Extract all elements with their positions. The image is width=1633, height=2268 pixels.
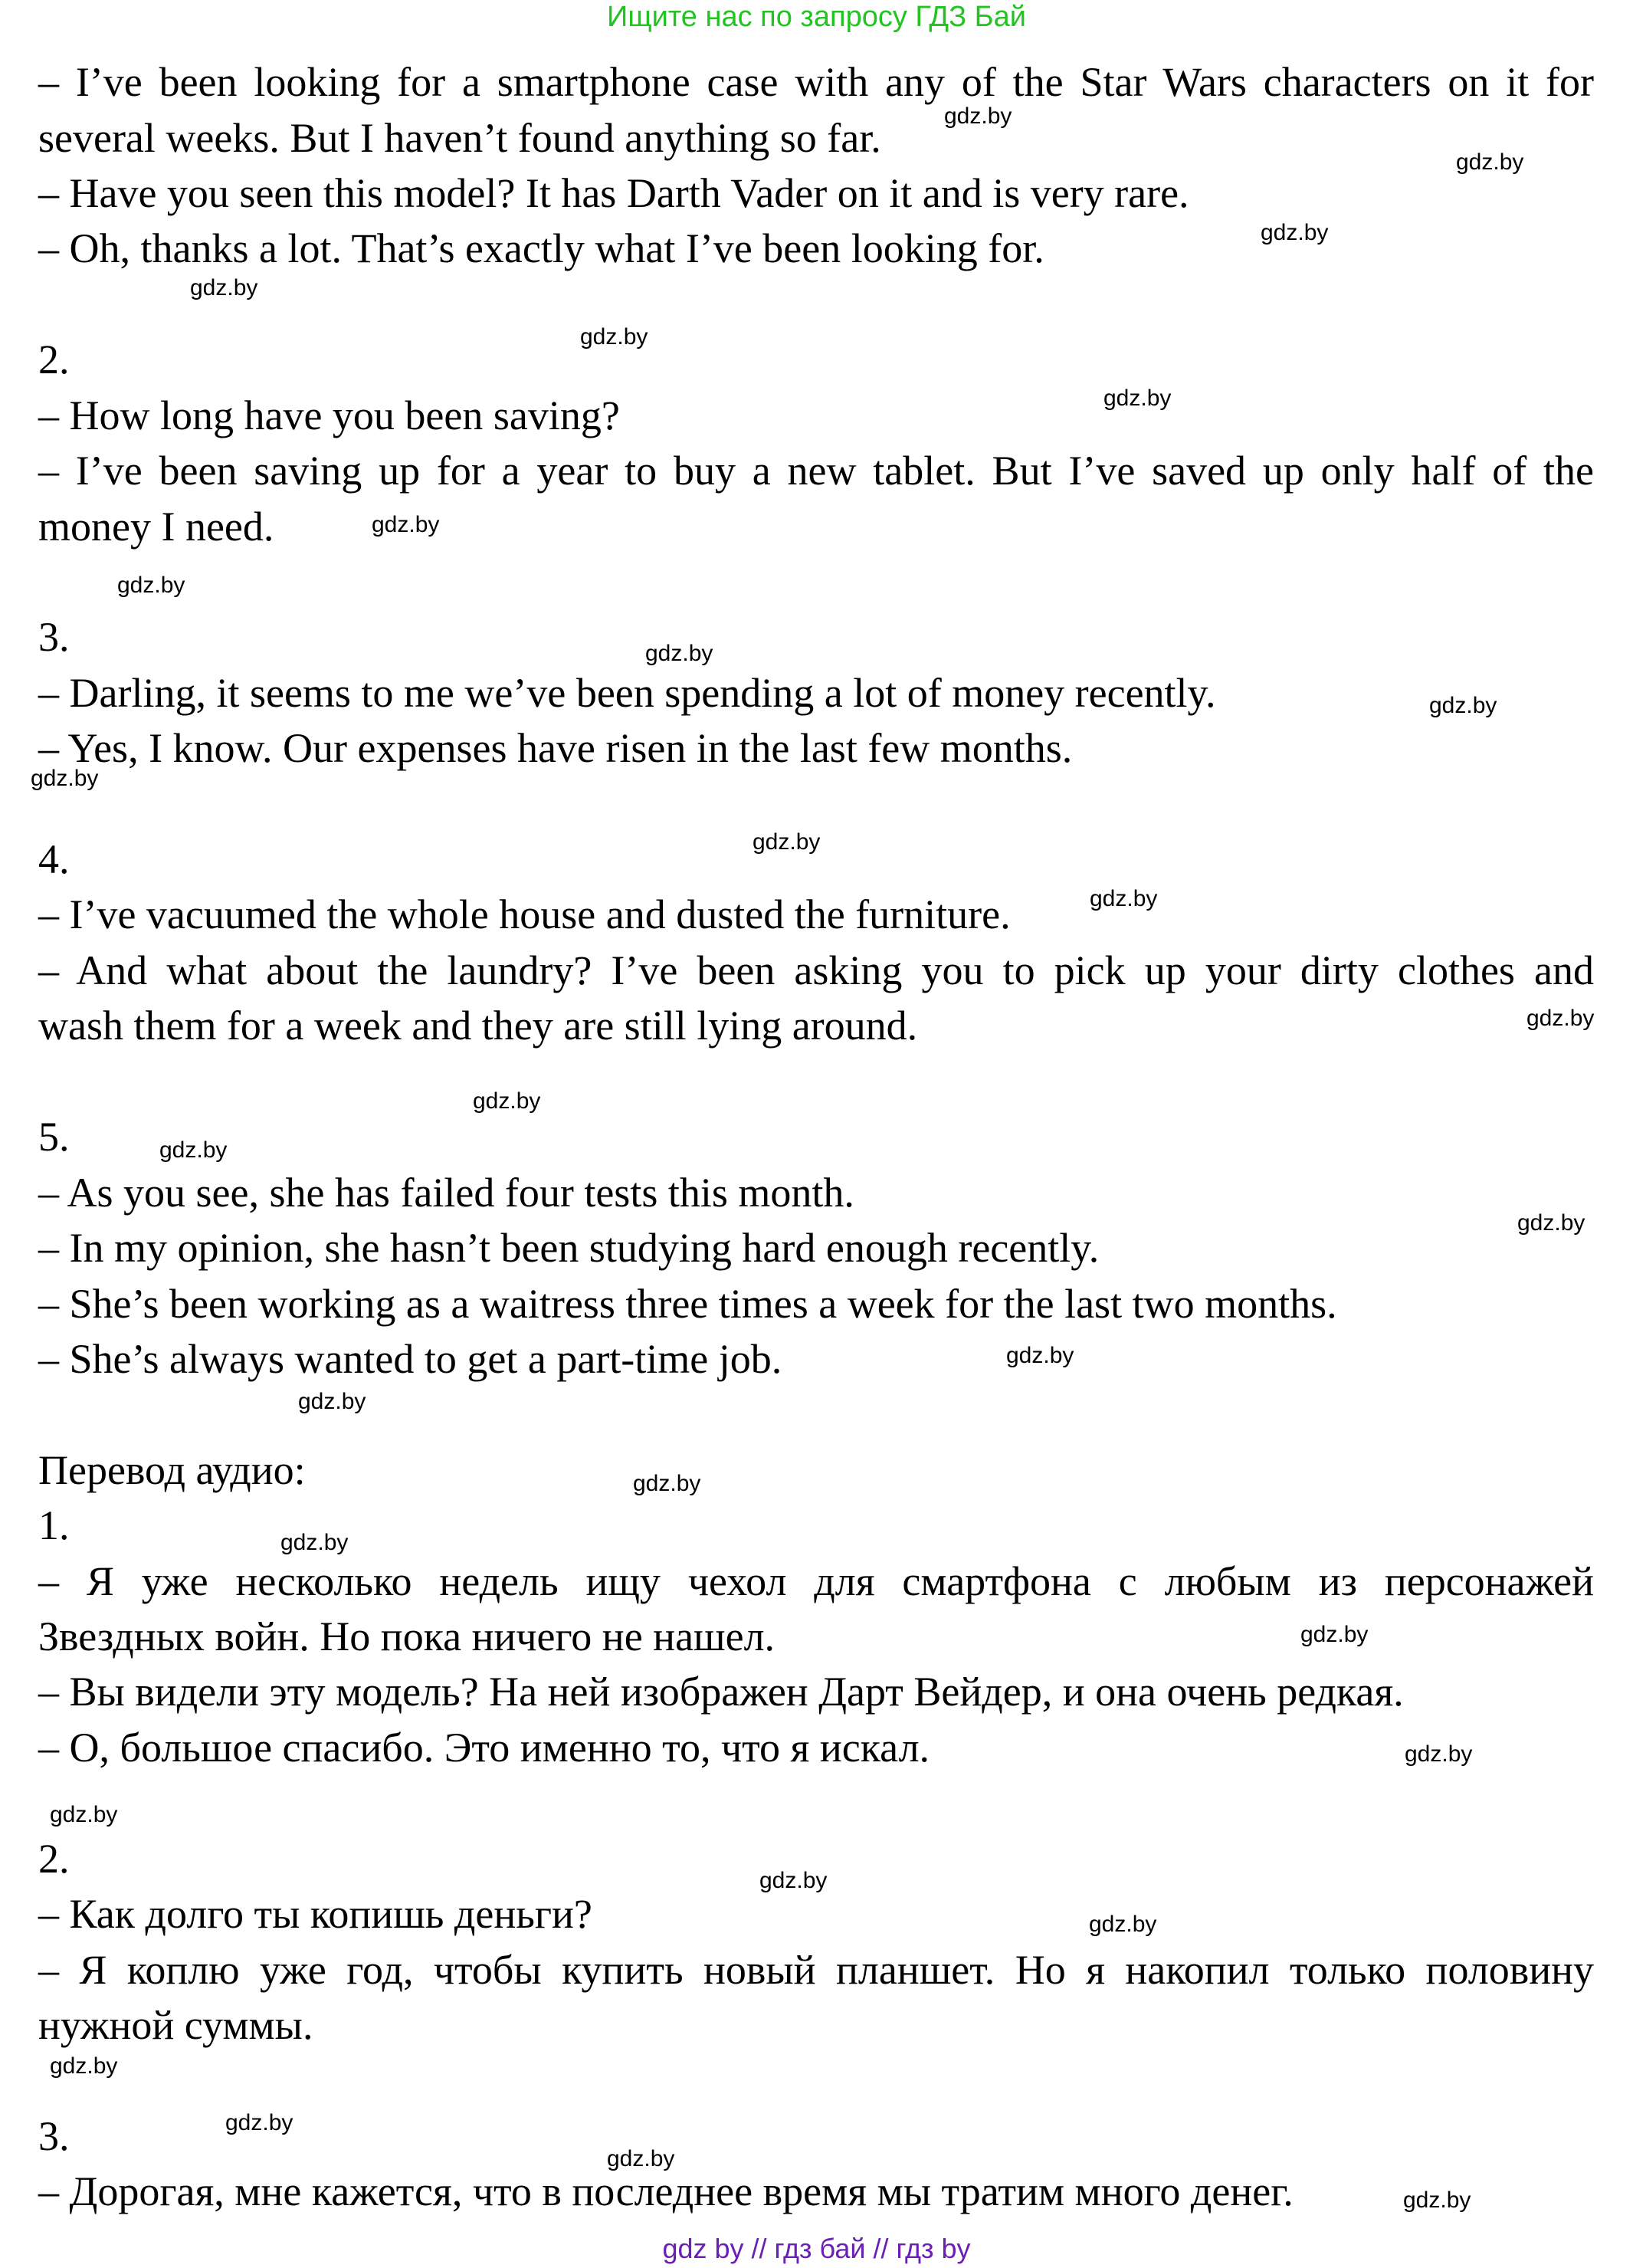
watermark: gdz.by <box>1517 1210 1585 1236</box>
watermark: gdz.by <box>372 512 440 537</box>
text-line: – Я коплю уже год, чтобы купить новый планшет. Но я накопил только половину <box>38 1947 1594 1993</box>
text-line: – How long have you been saving? <box>38 392 620 438</box>
watermark: gdz.by <box>753 829 821 855</box>
bottom-banner: gdz by // гдз бай // гдз by <box>662 2233 971 2264</box>
text-line: нужной суммы. <box>38 2002 313 2048</box>
text-line: – Как долго ты копишь деньги? <box>38 1891 592 1937</box>
watermark: gdz.by <box>1103 386 1172 411</box>
text-line: wash them for a week and they are still lying around. <box>38 1003 918 1049</box>
text-line: – Darling, it seems to me we’ve been spending a lot of money recently. <box>38 670 1216 716</box>
watermark: gdz.by <box>645 641 713 666</box>
watermark: gdz.by <box>473 1088 541 1114</box>
text-line: – She’s been working as a waitress three times a week for the last two months. <box>38 1281 1337 1327</box>
watermark: gdz.by <box>190 275 258 300</box>
dialogue-number: 2. <box>38 336 70 382</box>
watermark: gdz.by <box>280 1530 349 1555</box>
text-line: – As you see, she has failed four tests this month. <box>38 1170 854 1216</box>
dialogue-number: 2. <box>38 1836 70 1882</box>
dialogue-number: 4. <box>38 836 70 882</box>
watermark: gdz.by <box>944 103 1012 129</box>
watermark: gdz.by <box>633 1471 701 1496</box>
watermark: gdz.by <box>1429 693 1497 718</box>
dialogue-number: 1. <box>38 1502 70 1548</box>
dialogue-number: 5. <box>38 1114 70 1160</box>
watermark: gdz.by <box>607 2146 675 2171</box>
watermark: gdz.by <box>1405 1741 1473 1767</box>
watermark: gdz.by <box>31 766 99 791</box>
text-line: – Yes, I know. Our expenses have risen in the last few months. <box>38 725 1073 771</box>
text-line: – Oh, thanks a lot. That’s exactly what I’ve been looking for. <box>38 225 1044 271</box>
text-line: Звездных войн. Но пока ничего не нашел. <box>38 1613 776 1659</box>
watermark: gdz.by <box>1261 220 1329 245</box>
text-line: – О, большое спасибо. Это именно то, что я искал. <box>38 1725 930 1771</box>
watermark: gdz.by <box>298 1389 366 1414</box>
text-line: – In my opinion, she hasn’t been studying hard enough recently. <box>38 1225 1100 1271</box>
watermark: gdz.by <box>1526 1006 1595 1031</box>
watermark: gdz.by <box>50 1802 118 1827</box>
text-line: – Have you seen this model? It has Darth Vader on it and is very rare. <box>38 170 1189 216</box>
watermark: gdz.by <box>117 573 185 598</box>
watermark: gdz.by <box>159 1137 228 1163</box>
watermark: gdz.by <box>580 324 648 350</box>
text-line: – I’ve vacuumed the whole house and dusted the furniture. <box>38 891 1011 937</box>
text-line: – Вы видели эту модель? На ней изображен Дарт Вейдер, и она очень редкая. <box>38 1669 1404 1715</box>
watermark: gdz.by <box>1006 1343 1074 1368</box>
translation-heading: Перевод аудио: <box>38 1447 306 1493</box>
watermark: gdz.by <box>759 1868 828 1893</box>
watermark: gdz.by <box>50 2053 118 2079</box>
watermark: gdz.by <box>1403 2188 1471 2213</box>
text-line: – Дорогая, мне кажется, что в последнее время мы тратим много денег. <box>38 2168 1294 2214</box>
top-search-banner: Ищите нас по запросу ГДЗ Бай <box>607 1 1026 33</box>
text-line: – And what about the laundry? I’ve been asking you to pick up your dirty clothes and <box>38 947 1594 993</box>
watermark: gdz.by <box>225 2110 293 2135</box>
watermark: gdz.by <box>1456 149 1524 175</box>
dialogue-number: 3. <box>38 614 70 660</box>
text-line: – She’s always wanted to get a part-time job. <box>38 1336 782 1382</box>
text-line: money I need. <box>38 504 274 550</box>
watermark: gdz.by <box>1089 1912 1157 1937</box>
text-line: several weeks. But I haven’t found anything so far. <box>38 115 881 161</box>
dialogue-number: 3. <box>38 2113 70 2159</box>
text-line: – I’ve been looking for a smartphone case with any of the Star Wars characters on it for <box>38 59 1594 105</box>
watermark: gdz.by <box>1090 886 1158 911</box>
text-line: – I’ve been saving up for a year to buy a new tablet. But I’ve saved up only half of the <box>38 448 1594 494</box>
text-line: – Я уже несколько недель ищу чехол для смартфона с любым из персонажей <box>38 1558 1594 1604</box>
watermark: gdz.by <box>1300 1622 1369 1647</box>
